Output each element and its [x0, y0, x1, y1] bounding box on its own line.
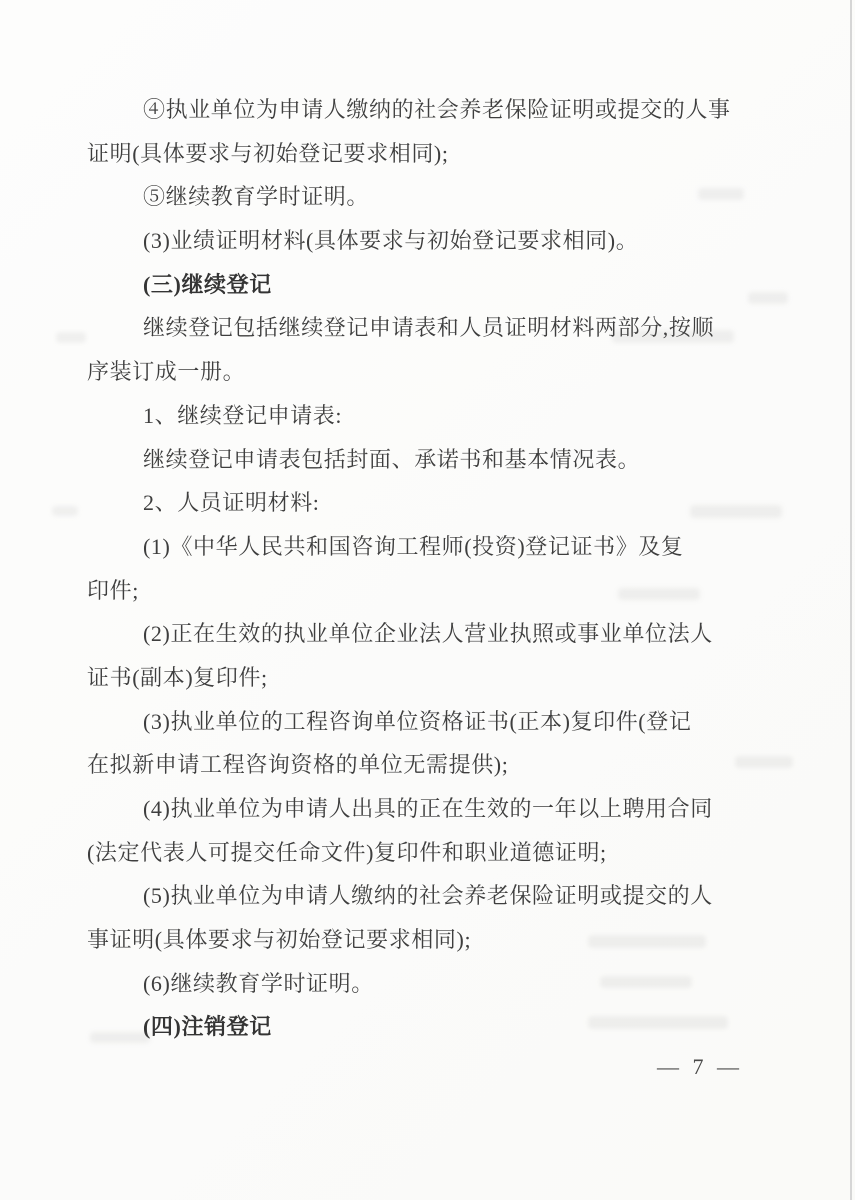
text-line: (3)业绩证明材料(具体要求与初始登记要求相同)。	[143, 228, 639, 254]
scan-bleedthrough-artifact	[56, 332, 86, 343]
scan-bleedthrough-artifact	[748, 292, 788, 304]
text-line: ⑤继续教育学时证明。	[143, 184, 370, 210]
text-line: 证明(具体要求与初始登记要求相同);	[87, 140, 449, 166]
section-heading-deregistration: (四)注销登记	[143, 1014, 272, 1040]
text-line: (6)继续教育学时证明。	[143, 970, 374, 996]
text-line: (2)正在生效的执业单位企业法人营业执照或事业单位法人	[143, 621, 713, 647]
text-line: 序装订成一册。	[87, 359, 246, 385]
text-line: 继续登记申请表包括封面、承诺书和基本情况表。	[143, 446, 641, 472]
text-line: (5)执业单位为申请人缴纳的社会养老保险证明或提交的人	[143, 883, 713, 909]
text-line: 2、人员证明材料:	[143, 490, 320, 516]
text-line: ④执业单位为申请人缴纳的社会养老保险证明或提交的人事	[143, 97, 731, 122]
text-line: 继续登记包括继续登记申请表和人员证明材料两部分,按顺	[143, 315, 715, 341]
text-line: (1)《中华人民共和国咨询工程师(投资)登记证书》及复	[143, 533, 684, 559]
page-number: — 7 —	[657, 1054, 743, 1079]
text-line: 在拟新申请工程咨询资格的单位无需提供);	[87, 752, 509, 778]
text-line: 1、继续登记申请表:	[143, 402, 343, 428]
text-line: 印件;	[87, 577, 139, 603]
text-line: (法定代表人可提交任命文件)复印件和职业道德证明;	[87, 839, 607, 865]
scanned-paper-right-edge	[850, 0, 852, 1200]
text-line: (3)执业单位的工程咨询单位资格证书(正本)复印件(登记	[143, 708, 692, 734]
scan-bleedthrough-artifact	[52, 506, 78, 516]
section-heading-continued-registration: (三)继续登记	[143, 271, 272, 297]
text-line: (4)执业单位为申请人出具的正在生效的一年以上聘用合同	[143, 796, 713, 821]
text-line: 事证明(具体要求与初始登记要求相同);	[87, 927, 472, 953]
text-line: 证书(副本)复印件;	[87, 664, 268, 690]
document-body	[87, 88, 747, 1049]
